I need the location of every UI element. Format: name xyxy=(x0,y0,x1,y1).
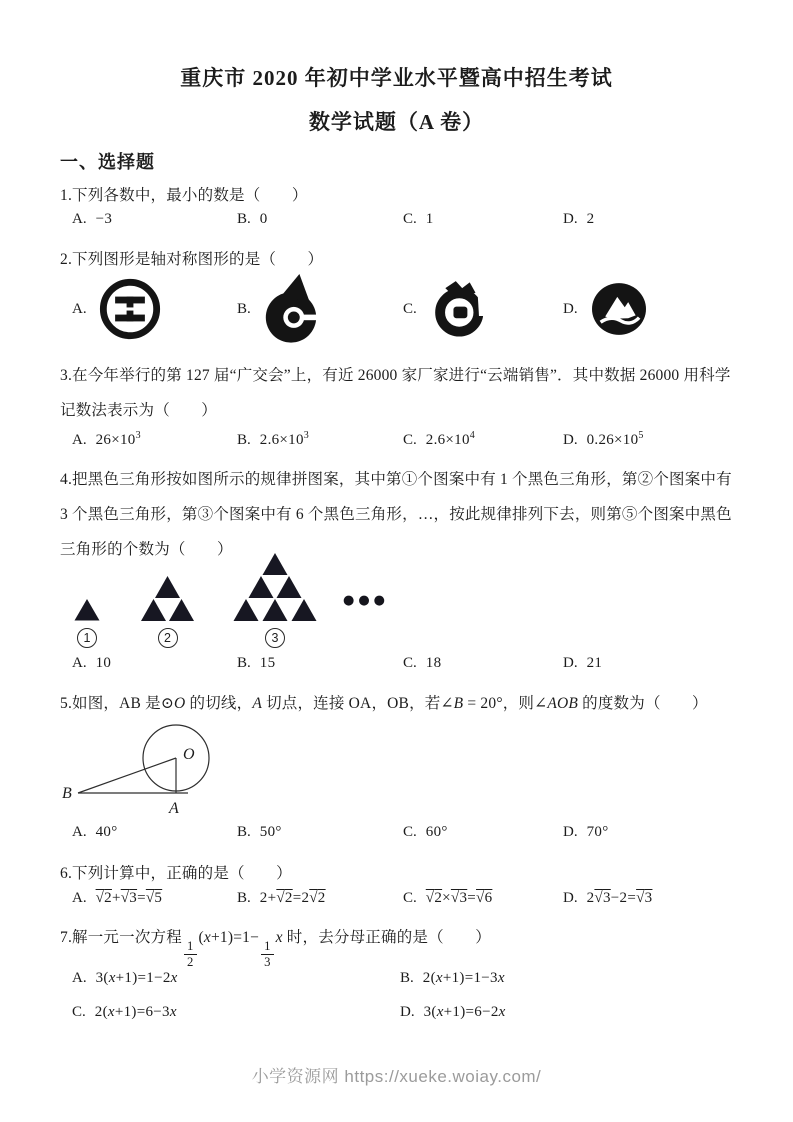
option-value: 70° xyxy=(586,824,609,840)
option-value: 21 xyxy=(586,655,603,671)
question-7-option-b xyxy=(400,970,754,987)
option-label: C. xyxy=(403,432,417,448)
pattern-figure-2 xyxy=(140,575,195,648)
question-7-options-row-1 xyxy=(60,970,754,987)
option-label: C. xyxy=(403,890,417,906)
question-5-option-c xyxy=(403,824,563,841)
question-7-text: 7.解一元一次方程 $\frac{1}{2}$ (x+1)=1− $\frac{1}{3}$ x 时，去分母正确的是（ ） xyxy=(60,929,491,969)
option-label: C. xyxy=(403,824,417,840)
question-2-option-d xyxy=(563,282,754,336)
question-4-figure xyxy=(60,552,756,648)
option-value: 2(x+1)=6−3x xyxy=(94,1004,177,1020)
option-label: A. xyxy=(72,890,87,906)
question-5-figure xyxy=(60,716,742,820)
option-value: −3 xyxy=(95,211,113,227)
exam-subtitle: 数学试题（A 卷） xyxy=(308,110,485,134)
option-label: B. xyxy=(237,211,251,227)
option-label: C. xyxy=(72,1004,86,1020)
option-label: D. xyxy=(563,300,578,317)
option-label: D. xyxy=(563,432,578,448)
question-6-text: 6.下列计算中，正确的是（ ） xyxy=(60,865,292,882)
option-value: 15 xyxy=(259,655,276,671)
option-label: A. xyxy=(72,970,87,986)
option-value: 40° xyxy=(95,824,118,840)
pattern-figure-3 xyxy=(233,552,317,648)
external-point-label: B xyxy=(62,785,72,802)
question-6-option-d xyxy=(563,890,754,907)
question-1-option-a xyxy=(72,211,237,228)
option-value: 2 √ 3−2= √ 3 xyxy=(587,890,653,907)
option-label: B. xyxy=(237,890,251,906)
circle-center-label: O xyxy=(183,746,195,763)
option-label: C. xyxy=(403,655,417,671)
option-label: A. xyxy=(72,211,87,227)
question-7-option-d xyxy=(400,1004,754,1021)
option-label: B. xyxy=(237,432,251,448)
option-label: A. xyxy=(72,432,87,448)
option-label: A. xyxy=(72,655,87,671)
question-5-option-d xyxy=(563,824,754,841)
abstract-comma-blob-logo-icon xyxy=(263,274,319,344)
question-6-option-b xyxy=(237,890,403,907)
question-1-option-b xyxy=(237,211,403,228)
question-5-options xyxy=(60,824,754,841)
option-label: B. xyxy=(237,655,251,671)
question-4-option-b xyxy=(237,655,403,672)
triangle-pattern-2-icon xyxy=(140,575,195,621)
question-1-option-c xyxy=(403,211,563,228)
triangle-pattern-3-icon xyxy=(233,552,317,621)
option-label: D. xyxy=(563,655,578,671)
option-label: D. xyxy=(400,1004,415,1020)
option-value: 3(x+1)=1−2x xyxy=(95,970,178,986)
question-2-option-a xyxy=(72,278,237,340)
pattern-label-1: 1 xyxy=(77,628,97,648)
question-6-options xyxy=(60,890,754,907)
question-3-option-b xyxy=(237,430,403,449)
exam-title: 重庆市 2020 年初中学业水平暨高中招生考试 xyxy=(180,66,613,90)
question-4-option-c xyxy=(403,655,563,672)
option-value: $2.6\times 10^4$ xyxy=(425,430,476,448)
triangle-pattern-1-icon xyxy=(74,598,100,621)
question-7-option-c xyxy=(72,1004,400,1021)
question-3-option-a xyxy=(72,430,237,449)
option-value: 1 xyxy=(425,211,434,227)
question-1-options xyxy=(60,211,754,228)
option-value: 0 xyxy=(259,211,268,227)
question-5-option-a xyxy=(72,824,237,841)
option-label: C. xyxy=(403,300,417,317)
option-value: 2+ √ 2=2 √ 2 xyxy=(260,890,326,907)
question-2-option-b xyxy=(237,274,403,344)
option-label: B. xyxy=(237,300,251,317)
question-5-option-b xyxy=(237,824,403,841)
option-value: $0.26\times 10^5$ xyxy=(586,430,644,448)
question-1-option-d xyxy=(563,211,754,228)
option-value: 50° xyxy=(259,824,282,840)
option-value: 2 xyxy=(586,211,595,227)
option-label: B. xyxy=(400,970,414,986)
pattern-label-2: 2 xyxy=(158,628,178,648)
option-label: A. xyxy=(72,824,87,840)
round-bank-emblem-logo-icon xyxy=(99,278,161,340)
mountain-wave-circle-logo-icon xyxy=(590,282,648,336)
option-value: 60° xyxy=(425,824,448,840)
question-5-text: 5.如图，AB 是⊙O 的切线，A 切点，连接 OA，OB，若∠B = 20°，则∠AOB 的度数为（ ） xyxy=(60,695,708,712)
option-value: √ 2+ √ 3= √ 5 xyxy=(96,890,163,907)
option-label: A. xyxy=(72,300,87,317)
pattern-label-3: 3 xyxy=(265,628,285,648)
option-label: D. xyxy=(563,824,578,840)
question-2-text: 2.下列图形是轴对称图形的是（ ） xyxy=(60,251,324,268)
question-4-option-d xyxy=(563,655,754,672)
option-label: D. xyxy=(563,211,578,227)
question-3-options xyxy=(60,430,754,449)
question-4-options xyxy=(60,655,754,672)
option-label: D. xyxy=(563,890,578,906)
question-7-options-row-2 xyxy=(60,1004,754,1021)
question-7-option-a xyxy=(72,970,400,987)
option-value: $2.6\times 10^3$ xyxy=(259,430,310,448)
option-value: 18 xyxy=(425,655,442,671)
option-label: C. xyxy=(403,211,417,227)
section-1-heading: 一、选择题 xyxy=(60,152,155,172)
ellipsis-dots: ●●● xyxy=(343,593,390,608)
question-6-option-c xyxy=(403,890,563,907)
question-3-option-c xyxy=(403,430,563,449)
option-value: 2(x+1)=1−3x xyxy=(422,970,505,986)
footer-watermark: 小学资源网 https://xueke.woiay.com/ xyxy=(251,1067,542,1086)
question-3-option-d xyxy=(563,430,754,449)
question-2-options xyxy=(60,268,754,350)
option-value: 3(x+1)=6−2x xyxy=(423,1004,506,1020)
tangent-circle-figure-icon xyxy=(60,716,295,820)
question-4-option-a xyxy=(72,655,237,672)
option-value: 10 xyxy=(95,655,112,671)
tangent-point-label: A xyxy=(169,800,179,817)
question-4-text: 4.把黑色三角形按如图所示的规律拼图案，其中第①个图案中有 1 个黑色三角形，第②个图案中有 3 个黑色三角形，第③个图案中有 6 个黑色三角形，…，按此规律排列下去，则第⑤个图案中黑色三角形的个数为（ ） xyxy=(60,471,732,558)
question-3-text: 3.在今年举行的第 127 届“广交会”上，有近 26000 家厂家进行“云端销售”．其中数据 26000 用科学记数法表示为（ ） xyxy=(60,367,731,419)
option-value: √ 2× √ 3= √ 6 xyxy=(426,890,493,907)
question-2-option-c xyxy=(403,280,563,338)
option-label: B. xyxy=(237,824,251,840)
option-value: $26\times 10^3$ xyxy=(95,430,141,448)
question-6-option-a xyxy=(72,890,237,907)
dragon-c-seal-logo-icon xyxy=(429,280,493,338)
pattern-figure-1 xyxy=(74,598,100,648)
question-1-text: 1.下列各数中，最小的数是（ ） xyxy=(60,187,308,204)
